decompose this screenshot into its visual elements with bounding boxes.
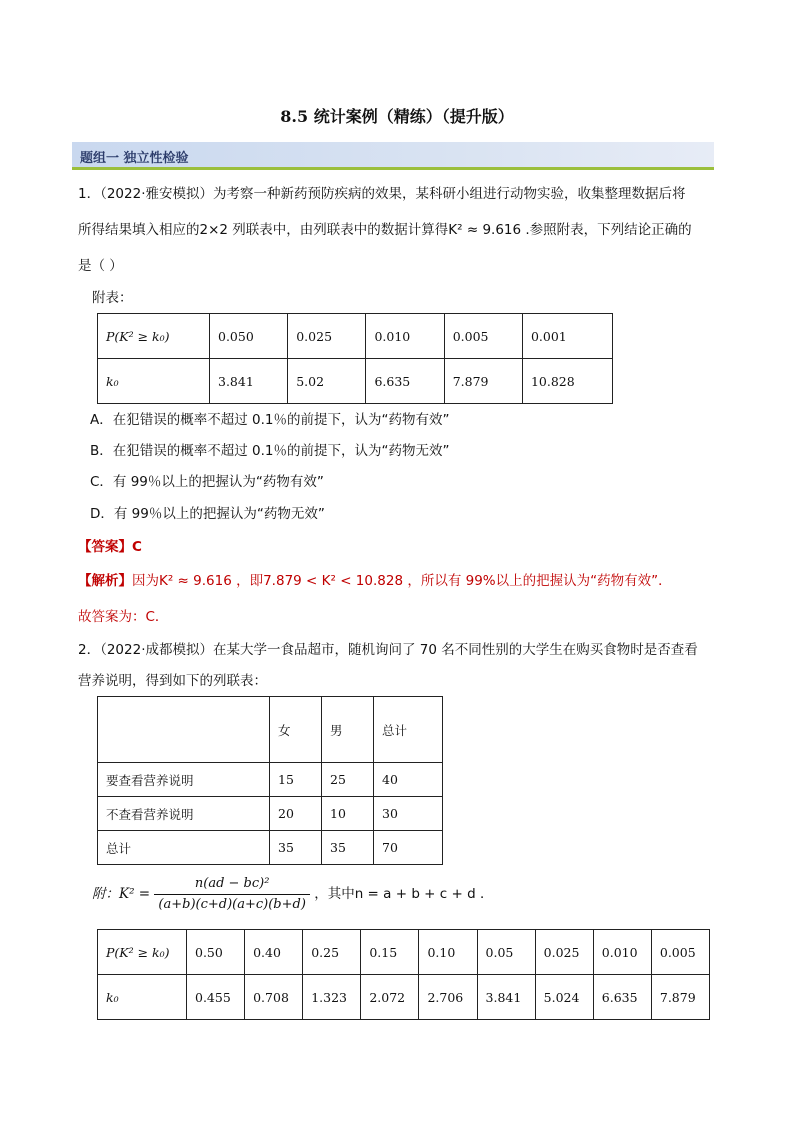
formula-numerator: n(ad − bc)²	[154, 875, 310, 895]
table-row	[98, 763, 443, 797]
table-cell: 0.010	[366, 314, 444, 359]
table-cell: 0.05	[477, 930, 535, 975]
table-cell: 7.879	[651, 975, 709, 1020]
table-row	[98, 359, 613, 404]
q1-conclusion: 故答案为：C．	[78, 609, 169, 625]
q1-line3: 是（ ）	[78, 258, 123, 274]
table-cell: 6.635	[593, 975, 651, 1020]
q1-critical-value-table	[97, 313, 613, 404]
table-row	[98, 831, 443, 865]
table-cell: 不查看营养说明	[98, 797, 270, 831]
table-cell: 0.025	[288, 314, 366, 359]
q1-option-c: C．有 99％以上的把握认为“药物有效”	[90, 474, 324, 490]
formula-suffix: ，其中n = a + b + c + d ．	[314, 886, 494, 902]
formula-prefix: 附：K² =	[92, 886, 151, 902]
table-cell: 7.879	[444, 359, 522, 404]
q2-line2: 营养说明，得到如下的列联表：	[78, 673, 267, 689]
q1-option-a: A．在犯错误的概率不超过 0.1％的前提下，认为“药物有效”	[90, 412, 450, 428]
q1-line2: 所得结果填入相应的2×2 列联表中，由列联表中的数据计算得K² ≈ 9.616 .参照附表，下列结论正确的	[78, 222, 692, 238]
table-cell: 0.005	[651, 930, 709, 975]
table-cell: P(K² ≥ k₀)	[98, 314, 210, 359]
table-cell: 20	[270, 797, 322, 831]
table-cell: 0.005	[444, 314, 522, 359]
table-cell: 3.841	[210, 359, 288, 404]
table-row	[98, 697, 443, 763]
table-row	[98, 975, 710, 1020]
q1-line1: 1．（2022·雅安模拟）为考察一种新药预防疾病的效果，某科研小组进行动物实验，收集整理数据后将	[78, 186, 686, 202]
table-cell: 0.025	[535, 930, 593, 975]
table-cell: 总计	[98, 831, 270, 865]
q1-appendix-label: 附表：	[92, 290, 133, 306]
q1-analysis	[78, 571, 728, 591]
page-title: 8.5 统计案例（精练）（提升版）	[280, 107, 514, 126]
table-cell: 35	[270, 831, 322, 865]
analysis-text: 因为K² ≈ 9.616 ，即7.879 < K² < 10.828 ，所以有 99%以上的把握认为“药物有效”．	[132, 573, 672, 589]
table-cell: 总计	[374, 697, 443, 763]
table-cell: 0.455	[187, 975, 245, 1020]
table-cell: P(K² ≥ k₀)	[98, 930, 187, 975]
table-cell: 0.708	[245, 975, 303, 1020]
table-row	[98, 797, 443, 831]
table-cell	[98, 697, 270, 763]
q2-formula	[92, 872, 742, 916]
table-cell: 3.841	[477, 975, 535, 1020]
table-row	[98, 314, 613, 359]
table-cell: 0.25	[303, 930, 361, 975]
table-cell: 25	[322, 763, 374, 797]
table-cell: 0.40	[245, 930, 303, 975]
q2-critical-value-table	[97, 929, 710, 1020]
table-cell: 1.323	[303, 975, 361, 1020]
table-cell: 35	[322, 831, 374, 865]
table-cell: k₀	[98, 359, 210, 404]
table-cell: 6.635	[366, 359, 444, 404]
table-cell: 0.10	[419, 930, 477, 975]
table-cell: 15	[270, 763, 322, 797]
section-label: 题组一 独立性检验	[80, 151, 189, 166]
table-cell: 0.010	[593, 930, 651, 975]
table-cell: 0.15	[361, 930, 419, 975]
table-cell: 男	[322, 697, 374, 763]
formula-fraction	[154, 875, 310, 914]
table-cell: 40	[374, 763, 443, 797]
table-cell: 0.001	[522, 314, 612, 359]
q1-option-b: B．在犯错误的概率不超过 0.1％的前提下，认为“药物无效”	[90, 443, 450, 459]
q1-answer: 【答案】C	[78, 539, 142, 555]
table-cell: 70	[374, 831, 443, 865]
table-row	[98, 930, 710, 975]
formula-denominator: (a+b)(c+d)(a+c)(b+d)	[158, 896, 306, 912]
table-cell: 5.024	[535, 975, 593, 1020]
table-cell: 10.828	[522, 359, 612, 404]
table-cell: 2.072	[361, 975, 419, 1020]
table-cell: 女	[270, 697, 322, 763]
table-cell: 0.050	[210, 314, 288, 359]
table-cell: 要查看营养说明	[98, 763, 270, 797]
analysis-label: 【解析】	[78, 573, 132, 589]
table-cell: 10	[322, 797, 374, 831]
table-cell: k₀	[98, 975, 187, 1020]
q1-option-d: D．有 99％以上的把握认为“药物无效”	[90, 506, 325, 522]
q2-contingency-table	[97, 696, 443, 865]
table-cell: 2.706	[419, 975, 477, 1020]
q2-line1: 2．（2022·成都模拟）在某大学一食品超市，随机询问了 70 名不同性别的大学生在购买食物时是否查看	[78, 642, 698, 658]
table-cell: 5.02	[288, 359, 366, 404]
table-cell: 30	[374, 797, 443, 831]
section-header	[72, 142, 714, 170]
table-cell: 0.50	[187, 930, 245, 975]
